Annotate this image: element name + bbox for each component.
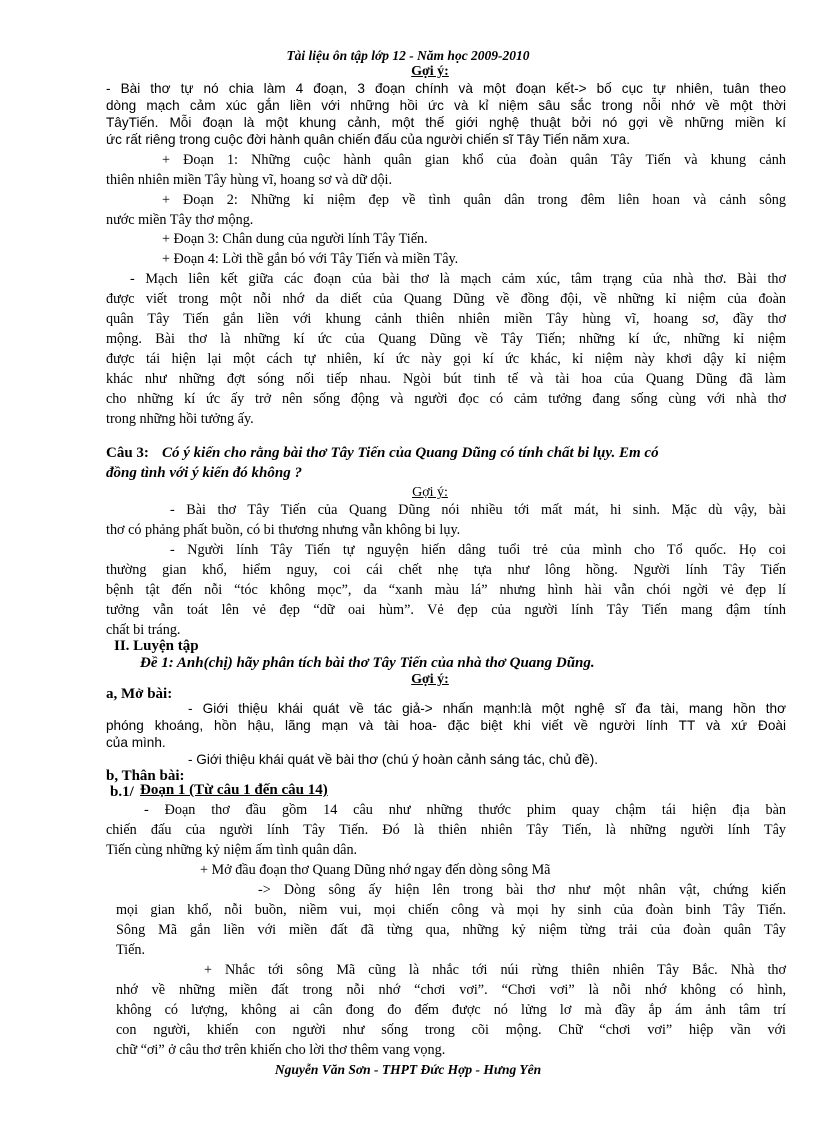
de1-heading: Đề 1: Anh(chị) hãy phân tích bài thơ Tây Tiến của nhà thơ Quang Dũng. xyxy=(140,655,595,671)
mo-bai-line: phóng khoáng, hồn hậu, lãng mạn và tài hoa- đặc biệt khi viết về người lính TT và xứ Đoài xyxy=(106,718,786,733)
mach-line: mộng. Bài thơ là những kí ức của Quang Dũng về Tây Tiến; những kí ức, những kỉ niệm xyxy=(106,331,786,347)
b1-line: nhớ về những miền đất trong nỗi nhớ “chơi vơi”. “Chơi vơi” là nỗi nhớ không có hình, xyxy=(116,982,786,998)
mach-line: được tái hiện lại một cách tự nhiên, kí ức này gọi kí ức khác, kỉ niệm này khơi dậy kỉ niệm xyxy=(106,351,786,367)
cau3-line: thơ có phảng phất buồn, có bi thương nhưng vẫn không bi lụy. xyxy=(106,522,461,538)
mach-line: quân Tây Tiến gắn liền với khung cảnh thiên nhiên miền Tây hùng vĩ, hoang sơ, đầy thơ xyxy=(106,311,786,327)
mo-bai-line: của mình. xyxy=(106,735,166,750)
doan-line: nước miền Tây thơ mộng. xyxy=(106,212,254,228)
cau3-line: - Bài thơ Tây Tiến của Quang Dũng nói nhiều tới mất mát, hi sinh. Mặc dù vậy, bài xyxy=(170,502,786,518)
cau3-line: chất bi tráng. xyxy=(106,622,181,638)
mach-line: - Mạch liên kết giữa các đoạn của bài thơ là mạch cảm xúc, tâm trạng của nhà thơ. Bài thơ xyxy=(130,271,786,287)
cau3-line: thường gian khổ, hiểm nguy, coi cái chết nhẹ tựa như lông hồng. Người lính Tây Tiến xyxy=(106,562,786,578)
cau3-question: Có ý kiến cho rằng bài thơ Tây Tiến của Quang Dũng có tính chất bi lụy. Em có xyxy=(162,445,659,461)
mach-line: cho những kí ức ấy trở nên sống động và người đọc có cảm tưởng đang sống cùng với nhà thơ xyxy=(106,391,786,407)
b1-line: -> Dòng sông ấy hiện lên trong bài thơ như một nhân vật, chứng kiến xyxy=(258,882,786,898)
doan-line: + Đoạn 2: Những kỉ niệm đẹp về tình quân dân trong đêm liên hoan và cảnh sông xyxy=(162,192,786,208)
intro-line: - Bài thơ tự nó chia làm 4 đoạn, 3 đoạn chính và một đoạn kết-> bố cục tự nhiên, tuân theo xyxy=(106,81,786,96)
intro-line: TâyTiến. Mỗi đoạn là một khung cảnh, một thế giới nghệ thuật bởi nó gợi về những miền kí xyxy=(106,115,786,130)
cau3-line: - Người lính Tây Tiến tự nguyện hiến dâng tuổi trẻ của mình cho Tổ quốc. Họ coi xyxy=(170,542,786,558)
than-bai-heading: b, Thân bài: xyxy=(106,768,185,784)
mach-line: khác như những đợt sóng nối tiếp nhau. Ngòi bút tinh tế và tài hoa của Quang Dũng đã làm xyxy=(106,371,786,387)
intro-line: dòng mạch cảm xúc gắn liền với những hồi ức và kỉ niệm sâu sắc trong nỗi nhớ về một thời xyxy=(106,98,786,113)
page-header: Tài liệu ôn tập lớp 12 - Năm học 2009-2010 xyxy=(286,48,530,63)
b1-line: Tiến cùng những kỷ niệm ấm tình quân dân. xyxy=(106,842,358,858)
b1-line: Tiến. xyxy=(116,942,146,958)
goi-y-heading: Gợi ý: xyxy=(412,485,448,500)
mo-bai-line: - Giới thiệu khái quát về bài thơ (chú ý hoàn cảnh sáng tác, chủ đề). xyxy=(188,752,599,767)
b1-line: không có lượng, không ai cân đong đo đếm được nó lửng lơ mà đầy ắp ám ảnh tâm trí xyxy=(116,1002,786,1018)
mach-line: trong những hồi tưởng ấy. xyxy=(106,411,254,427)
page-footer: Nguyễn Văn Sơn - THPT Đức Hợp - Hưng Yên xyxy=(274,1062,542,1077)
b1-line: - Đoạn thơ đầu gồm 14 câu như những thước phim quay chậm tái hiện địa bàn xyxy=(144,802,786,818)
intro-line: ức rất riêng trong cuộc đời hành quân chiến đấu của người chiến sĩ Tây Tiến năm xưa. xyxy=(106,132,630,147)
b1-line: chữ “ơi” ở câu thơ trên khiến cho lời thơ thêm vang vọng. xyxy=(116,1042,446,1058)
b1-line: chiến đấu của người lính Tây Tiến. Đó là thiên nhiên Tây Tiến, là những người lính Tây xyxy=(106,822,786,838)
cau3-line: bệnh tật đến nỗi “tóc không mọc”, da “xanh màu lá” nhưng hình hài vẫn chói ngời vẻ đẹp lí xyxy=(106,582,786,598)
b1-title: Đoạn 1 (Từ câu 1 đến câu 14) xyxy=(140,782,328,798)
cau3-question: đồng tình với ý kiến đó không ? xyxy=(106,465,302,481)
b1-line: + Nhắc tới sông Mã cũng là nhắc tới núi rừng thiên nhiên Tây Bắc. Nhà thơ xyxy=(204,962,786,978)
doan-line: + Đoạn 3: Chân dung của người lính Tây Tiến. xyxy=(162,231,428,247)
cau3-label: Câu 3: xyxy=(106,445,149,461)
goi-y-heading: Gợi ý: xyxy=(411,672,449,687)
b1-line: + Mở đầu đoạn thơ Quang Dũng nhớ ngay đến dòng sông Mã xyxy=(200,862,551,878)
b1-label: b.1/ xyxy=(110,784,134,800)
b1-line: mọi gian khổ, nỗi buồn, niềm vui, mọi chiến công và mọi hy sinh của đoàn binh Tây Tiến. xyxy=(116,902,786,918)
mo-bai-line: - Giới thiệu khái quát về tác giả-> nhấn mạnh:là một nghệ sĩ đa tài, mang hồn thơ xyxy=(188,701,786,716)
cau3-line: tưởng vẫn toát lên vẻ đẹp “dữ oai hùm”. Vẻ đẹp của người lính Tây Tiến mang đậm tính xyxy=(106,602,786,618)
doan-line: + Đoạn 1: Những cuộc hành quân gian khổ của đoàn quân Tây Tiến và khung cảnh xyxy=(162,152,786,168)
b1-line: con người, khiến con người như sống trong cõi mộng. Chữ “chơi vơi” hiệp vần với xyxy=(116,1022,786,1038)
mo-bai-heading: a, Mở bài: xyxy=(106,686,173,702)
b1-line: Sông Mã gắn liền với miền đất đã từng qua, những kỷ niệm từng trải của đoàn quân Tây xyxy=(116,922,786,938)
goi-y-heading: Gợi ý: xyxy=(411,64,449,79)
mach-line: được viết trong một nỗi nhớ da diết của Quang Dũng về đồng đội, về những kỉ niệm của đoàn xyxy=(106,291,786,307)
doan-line: + Đoạn 4: Lời thề gắn bó với Tây Tiến và miền Tây. xyxy=(162,251,459,267)
doan-line: thiên nhiên miền Tây hùng vĩ, hoang sơ và dữ dội. xyxy=(106,172,393,188)
section-luyen-tap: II. Luyện tập xyxy=(114,638,199,654)
